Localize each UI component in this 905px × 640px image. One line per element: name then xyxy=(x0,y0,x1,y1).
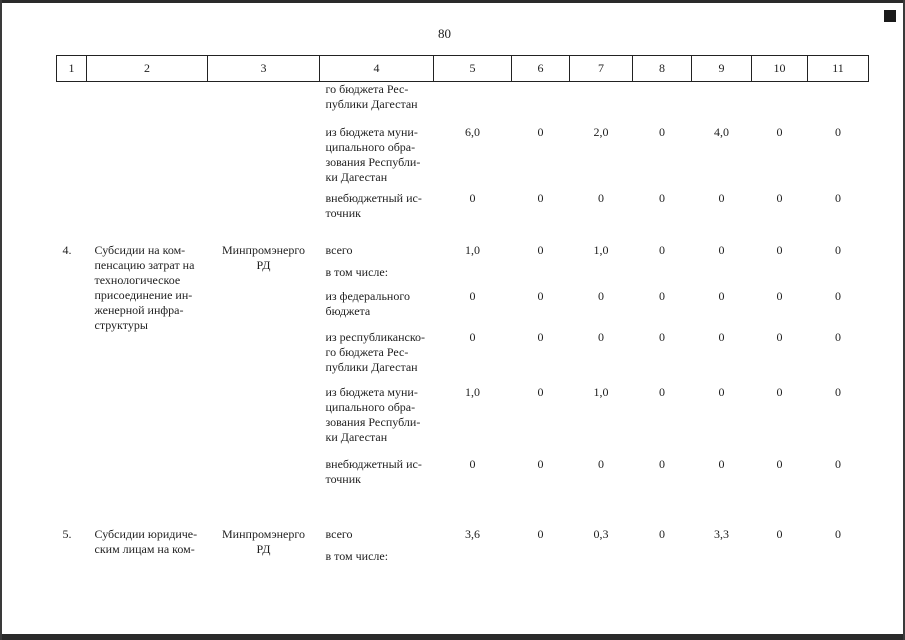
value-cell: 0 xyxy=(776,526,783,541)
value-cell: 0 xyxy=(835,288,841,303)
value-cell: 0 xyxy=(718,288,725,303)
value-cell xyxy=(434,82,512,125)
value-cell xyxy=(692,265,752,289)
value-cell xyxy=(570,549,633,573)
value-cell: 0 xyxy=(776,124,783,139)
funding-source: из республиканско- го бюджета Рес- публики Дагестан xyxy=(325,329,426,374)
value-cell xyxy=(633,82,692,125)
value-cell: 0 xyxy=(659,288,665,303)
value-cell xyxy=(692,82,752,125)
value-cell: 0 xyxy=(469,329,476,344)
table-row xyxy=(57,243,869,265)
value-cell: 0 xyxy=(537,124,544,139)
value-cell: 0 xyxy=(598,456,604,471)
item-description: Субсидии на ком- пенсацию затрат на технологическое присоединение ин- женерной инфра- структуры xyxy=(94,242,195,332)
value-cell xyxy=(512,549,570,573)
value-cell: 0 xyxy=(659,242,665,257)
value-cell xyxy=(570,82,633,125)
funding-source: в том числе: xyxy=(325,264,389,279)
funding-source: в том числе: xyxy=(325,548,389,563)
value-cell: 0 xyxy=(659,526,665,541)
value-cell: 0 xyxy=(659,456,665,471)
value-cell: 3,3 xyxy=(714,526,729,541)
value-cell xyxy=(512,82,570,125)
value-cell: 0 xyxy=(835,190,841,205)
column-header: 7 xyxy=(570,56,633,82)
value-cell: 4,0 xyxy=(714,124,729,139)
empty-cell xyxy=(87,125,208,191)
empty-cell xyxy=(87,82,208,125)
value-cell: 0 xyxy=(659,124,665,139)
empty-cell xyxy=(57,191,87,243)
responsible-organization: Минпромэнерго РД xyxy=(222,526,305,556)
scan-border-left xyxy=(0,0,2,640)
value-cell xyxy=(752,82,808,125)
empty-cell xyxy=(208,125,320,191)
page-number: 80 xyxy=(438,26,451,41)
column-header: 2 xyxy=(87,56,208,82)
value-cell xyxy=(692,549,752,573)
value-cell: 0 xyxy=(776,329,783,344)
column-header: 5 xyxy=(434,56,512,82)
funding-source: из федерального бюджета xyxy=(325,288,410,318)
value-cell: 0 xyxy=(469,288,476,303)
table-row xyxy=(57,527,869,549)
value-cell: 0 xyxy=(537,190,544,205)
value-cell: 0 xyxy=(718,242,725,257)
value-cell: 0 xyxy=(537,288,544,303)
scan-border-top xyxy=(0,0,905,3)
value-cell xyxy=(570,265,633,289)
value-cell xyxy=(752,265,808,289)
value-cell: 0 xyxy=(469,190,476,205)
value-cell: 2,0 xyxy=(593,124,609,139)
value-cell: 0 xyxy=(835,124,841,139)
value-cell: 0 xyxy=(776,288,783,303)
funding-source: всего xyxy=(325,242,353,257)
value-cell: 0 xyxy=(469,456,476,471)
value-cell xyxy=(512,265,570,289)
value-cell: 0 xyxy=(537,526,544,541)
column-header: 8 xyxy=(633,56,692,82)
value-cell: 3,6 xyxy=(465,526,480,541)
value-cell: 0 xyxy=(718,456,725,471)
value-cell xyxy=(434,549,512,573)
funding-source: внебюджетный ис- точник xyxy=(325,190,422,220)
value-cell xyxy=(633,549,692,573)
value-cell: 1,0 xyxy=(593,242,609,257)
value-cell: 0 xyxy=(718,384,725,399)
value-cell: 0 xyxy=(537,384,544,399)
value-cell: 0 xyxy=(776,242,783,257)
value-cell: 0,3 xyxy=(593,526,609,541)
value-cell: 0 xyxy=(598,288,604,303)
empty-cell xyxy=(208,82,320,125)
column-header: 3 xyxy=(208,56,320,82)
value-cell: 0 xyxy=(776,190,783,205)
column-header-row xyxy=(57,56,869,82)
value-cell: 0 xyxy=(537,329,544,344)
column-header: 9 xyxy=(692,56,752,82)
funding-source: из бюджета муни- ципального обра- зования Республи- ки Дагестан xyxy=(325,384,421,444)
value-cell xyxy=(633,265,692,289)
value-cell xyxy=(808,549,869,573)
value-cell xyxy=(752,549,808,573)
empty-cell xyxy=(57,125,87,191)
value-cell: 0 xyxy=(835,329,841,344)
value-cell: 0 xyxy=(659,384,665,399)
column-header: 4 xyxy=(320,56,434,82)
column-header: 6 xyxy=(512,56,570,82)
value-cell: 1,0 xyxy=(593,384,609,399)
value-cell xyxy=(808,265,869,289)
value-cell: 0 xyxy=(598,190,604,205)
budget-table xyxy=(56,55,869,573)
column-header: 11 xyxy=(808,56,869,82)
value-cell: 0 xyxy=(718,329,725,344)
empty-cell xyxy=(87,191,208,243)
empty-cell xyxy=(208,191,320,243)
value-cell: 0 xyxy=(835,242,841,257)
value-cell: 0 xyxy=(776,456,783,471)
value-cell: 0 xyxy=(537,242,544,257)
column-header: 1 xyxy=(57,56,87,82)
table-row xyxy=(57,191,869,243)
value-cell: 0 xyxy=(835,384,841,399)
value-cell xyxy=(808,82,869,125)
scan-corner-mark xyxy=(884,10,896,22)
item-number: 4. xyxy=(62,242,72,257)
table-row xyxy=(57,125,869,191)
responsible-organization: Минпромэнерго РД xyxy=(222,242,305,272)
funding-source: всего xyxy=(325,526,353,541)
value-cell: 6,0 xyxy=(465,124,480,139)
item-description: Субсидии юридиче- ским лицам на ком- xyxy=(94,526,198,556)
value-cell: 0 xyxy=(835,456,841,471)
value-cell xyxy=(434,265,512,289)
value-cell: 0 xyxy=(776,384,783,399)
scan-border-bottom xyxy=(0,634,905,640)
value-cell: 0 xyxy=(537,456,544,471)
value-cell: 1,0 xyxy=(465,242,480,257)
value-cell: 1,0 xyxy=(465,384,480,399)
funding-source: го бюджета Рес- публики Дагестан xyxy=(325,82,418,111)
value-cell: 0 xyxy=(718,190,725,205)
empty-cell xyxy=(57,82,87,125)
value-cell: 0 xyxy=(659,190,665,205)
funding-source: внебюджетный ис- точник xyxy=(325,456,422,486)
column-header: 10 xyxy=(752,56,808,82)
funding-source: из бюджета муни- ципального обра- зования Республи- ки Дагестан xyxy=(325,124,421,184)
value-cell: 0 xyxy=(835,526,841,541)
table-row xyxy=(57,82,869,125)
value-cell: 0 xyxy=(659,329,665,344)
value-cell: 0 xyxy=(598,329,604,344)
item-number: 5. xyxy=(62,526,72,541)
